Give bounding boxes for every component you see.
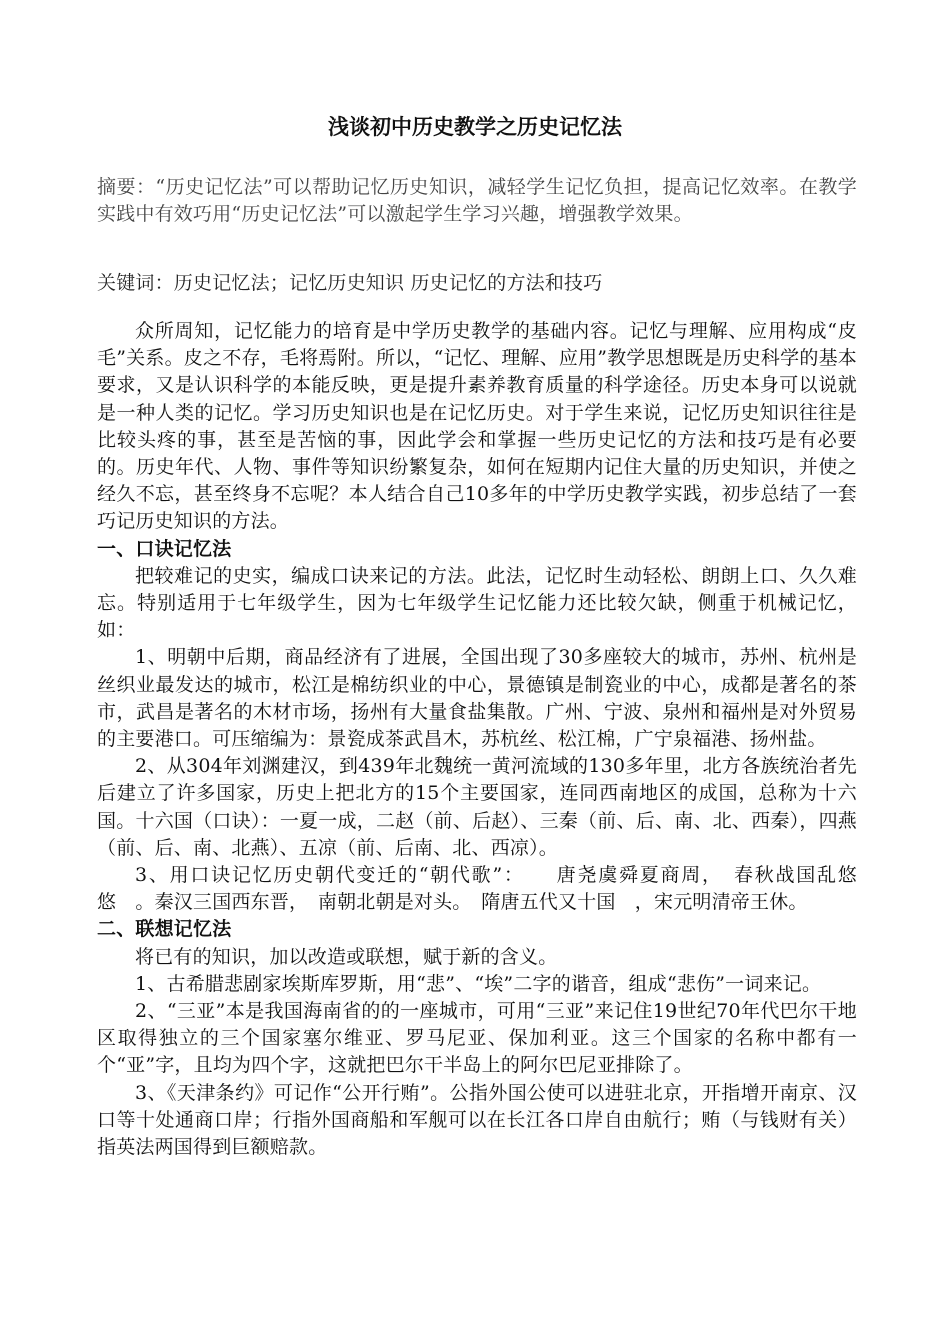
section-heading-mnemonic: 一、口诀记忆法 xyxy=(97,537,232,560)
section1-item-1: 1、明朝中后期，商品经济有了进展，全国出现了30多座较大的城市，苏州、杭州是丝织业最发达的城市，松江是棉纺织业的中心，景德镇是制瓷业的中心，成都是著名的茶市，武昌是著名的木材市场，扬州有大量食盐集散。广州、宁波、泉州和福州是对外贸易的主要港口。可压缩编为：景瓷成茶武昌木，苏杭丝、松江棉，广宁泉福港、扬州盐。 xyxy=(97,646,857,751)
section2-item-1: 1、古希腊悲剧家埃斯库罗斯，用“悲”、“埃”二字的谐音，组成“悲伤”一词来记。 xyxy=(135,972,822,995)
intro-paragraph: 众所周知，记忆能力的培育是中学历史教学的基础内容。记忆与理解、应用构成“皮毛”关系。皮之不存，毛将焉附。所以，“记忆、理解、应用”教学思想既是历史科学的基本要求，又是认识科学的本能反映，更是提升素养教育质量的科学途径。历史本身可以说就是一种人类的记忆。学习历史知识也是在记忆历史。对于学生来说，记忆历史知识往往是比较头疼的事，甚至是苦恼的事，因此学会和掌握一些历史记忆的方法和技巧是有必要的。历史年代、人物、事件等知识纷繁复杂，如何在短期内记住大量的历史知识，并使之经久不忘，甚至终身不忘呢？本人结合自己10多年的中学历史教学实践，初步总结了一套巧记历史知识的方法。 xyxy=(97,320,857,533)
keywords-text: 关键词：历史记忆法；记忆历史知识 历史记忆的方法和技巧 xyxy=(97,272,603,294)
section2-item-3: 3、《天津条约》可记作“公开行贿”。公指外国公使可以进驻北京，开指增开南京、汉口等十处通商口岸；行指外国商船和军舰可以在长江各口岸自由航行；贿（与钱财有关）指英法两国得到巨额赔款。 xyxy=(97,1081,857,1159)
abstract-text: 摘要：“历史记忆法”可以帮助记忆历史知识，减轻学生记忆负担，提高记忆效率。在教学实践中有效巧用“历史记忆法”可以激起学生学习兴趣，增强教学效果。 xyxy=(97,176,857,226)
section-heading-association: 二、联想记忆法 xyxy=(97,918,232,941)
abstract xyxy=(97,174,857,228)
article-body xyxy=(97,318,857,1161)
section1-item-2: 2、从304年刘渊建汉，到439年北魏统一黄河流域的130多年里，北方各族统治者先后建立了许多国家，历史上把北方的15个主要国家，连同西南地区的成国，总称为十六国。十六国（口诀）：一夏一成，二赵（前、后赵）、三秦（前、后、南、北、西秦），四燕（前、后、南、北燕）、五凉（前、后南、北、西凉）。 xyxy=(97,755,857,859)
keywords xyxy=(97,270,857,297)
document-title: 浅谈初中历史教学之历史记忆法 xyxy=(328,115,622,139)
section2-item-2: 2、“三亚”本是我国海南省的的一座城市，可用“三亚”来记住19世纪70年代巴尔干地区取得独立的三个国家塞尔维亚、罗马尼亚、保加利亚。这三个国家的名称中都有一个“亚”字，且均为四个字，这就把巴尔干半岛上的阿尔巴尼亚排除了。 xyxy=(97,1000,857,1077)
section1-item-3: 3、用口诀记忆历史朝代变迁的“朝代歌”： 唐尧虞舜夏商周， 春秋战国乱悠悠 。秦汉三国西东晋， 南朝北朝是对头。 隋唐五代又十国 ，宋元明清帝王休。 xyxy=(97,864,857,914)
section2-intro: 将已有的知识，加以改造或联想，赋于新的含义。 xyxy=(135,945,558,968)
section1-intro: 把较难记的史实，编成口诀来记的方法。此法，记忆时生动轻松、朗朗上口、久久难忘。特别适用于七年级学生，因为七年级学生记忆能力还比较欠缺，侧重于机械记忆，如： xyxy=(97,564,857,642)
